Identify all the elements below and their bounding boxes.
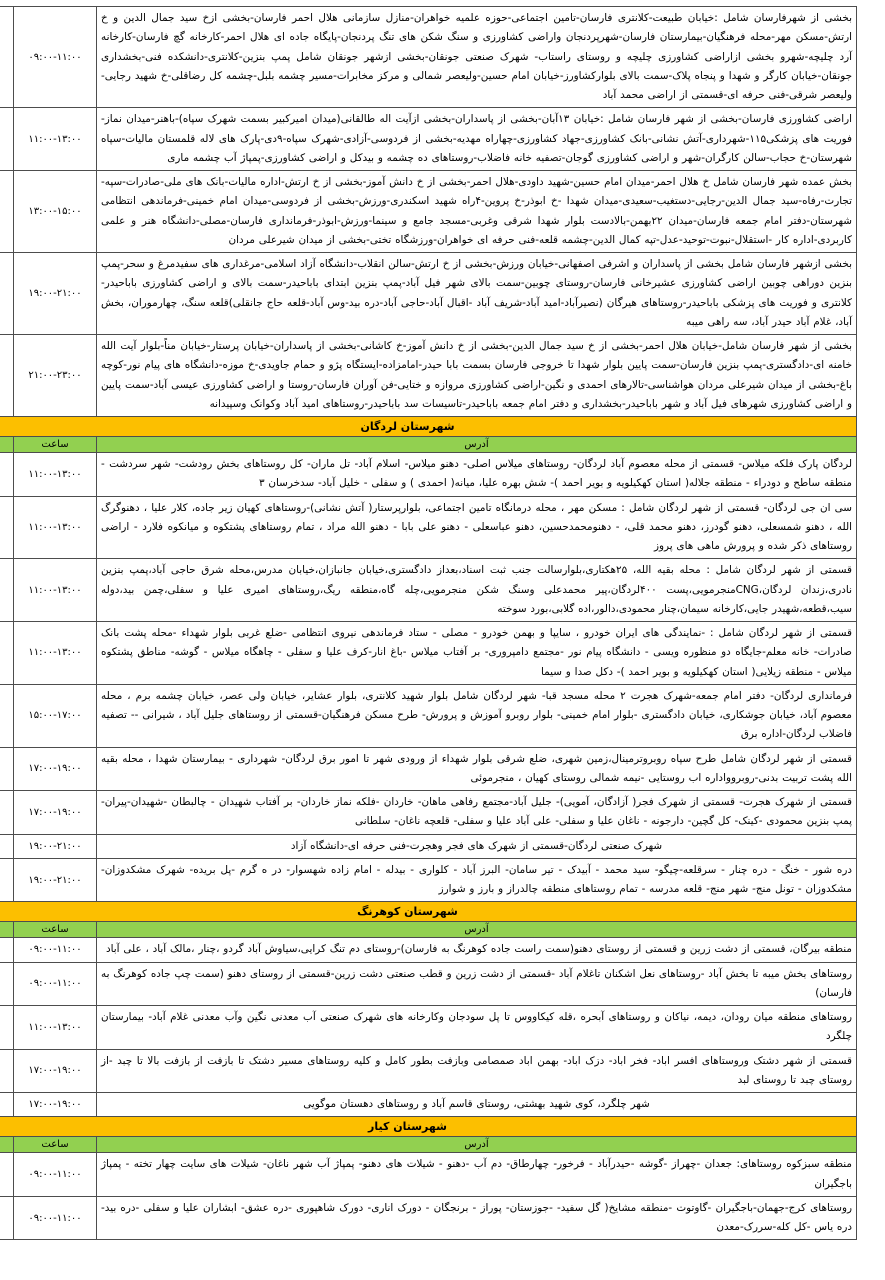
cell-address: منطقه سبزکوه روستاهای: جعدان -چهراز -گوشه -حیدرآباد - فرخور- چهارطاق- دم آب -دهنو - شیلات های دهنو- پمپاژ آب شهر ناغان- شیلات های سایت چهار تخته - پمپاژ باجگیران [97, 1153, 857, 1197]
city-band-koohrang [0, 902, 857, 922]
cell-row-number [0, 622, 14, 685]
column-header-address: آدرس [97, 922, 857, 938]
cell-row-number [0, 1006, 14, 1050]
cell-time: ۰۹:۰۰-۱۱:۰۰ [14, 938, 97, 962]
column-header-time: ساعت [14, 1137, 97, 1153]
column-header-address: آدرس [97, 1137, 857, 1153]
cell-time: ۱۷:۰۰-۱۹:۰۰ [14, 747, 97, 791]
cell-row-number [0, 108, 14, 171]
table-row [0, 1049, 857, 1093]
cell-row-number [0, 684, 14, 747]
cell-row-number [0, 1049, 14, 1093]
table-row [0, 747, 857, 791]
cell-time: ۰۹:۰۰-۱۱:۰۰ [14, 962, 97, 1006]
cell-row-number [0, 453, 14, 497]
cell-time: ۰۹:۰۰-۱۱:۰۰ [14, 1196, 97, 1240]
table-row [0, 962, 857, 1006]
cell-address: قسمتی از شهر لردگان شامل : محله بقیه الله، ۲۵هکتاری،بلوارسالت جنب ثبت اسناد،بعداز دادگستری،خیابان جانبازان،خیابان مدرس،محله شرق حاجی آباد،پمپ بنزین نادری،زندان لردگان،CNGمنجرمویی،پست ۴۰۰لردگان،پیر محمدعلی وسنگ شکن منجرمویی،چله گاه،منطقه ریگ،روستاهای امیری علیا و سفلی،چمن بید،دوله سیب،قطعه،شهیدر جایی،کارخانه سیمان،چنار محمودی،دالور،اده گلابی،بورد سوخته [97, 559, 857, 622]
cell-time: ۱۹:۰۰-۲۱:۰۰ [14, 858, 97, 902]
cell-time: ۱۱:۰۰-۱۳:۰۰ [14, 108, 97, 171]
cell-address: شهرک صنعتی لردگان-قسمتی از شهرک های فجر وهجرت-فنی حرفه ای-دانشگاه آزاد [97, 834, 857, 858]
cell-row-number [0, 962, 14, 1006]
cell-row-number [0, 171, 14, 253]
table-row [0, 834, 857, 858]
cell-time: ۱۱:۰۰-۱۳:۰۰ [14, 559, 97, 622]
cell-time: ۰۹:۰۰-۱۱:۰۰ [14, 1153, 97, 1197]
cell-row-number [0, 7, 14, 108]
outage-schedule-table [0, 6, 857, 1240]
column-header-time: ساعت [14, 922, 97, 938]
cell-address: روستاهای بخش میبه تا بخش آباد -روستاهای نعل اشکنان تاغلام آباد -قسمتی از دشت زرین و قطب صنعتی دشت زرین-قسمتی از روستای دهنو (سمت چپ جاده کوهرنگ به فارسان) [97, 962, 857, 1006]
cell-row-number [0, 1093, 14, 1117]
table-row [0, 496, 857, 559]
cell-address: بخشی از شهر فارسان شامل-خیابان هلال احمر-بخشی از خ سید جمال الدین-بخشی از خ دانش آموز-خ کاشانی-بخشی از پاسداران-خیابان پرستار-خیابان مناً-بلوار آیت الله خامنه ای-دادگستری-پمپ بنزین فارسان-سمت پایین بلوار شهدا تا خروجی فارسان بسمت بابا حیدر-امامزاده-ایستگاه پژو و حمام جاویدی-خ موزه-دانشگاه های پیام نور-کوچه باغ-بخشی از میدان شیرعلی مردان هواشناسی-تالارهای احمدی و نگین-اراضی کشاورزی مروازه و ختایی-فن آوران فارسان-روستا و اراضی کشاورزی عیسی آباد-سمت پایین و اراضی کشاورزی شهرهای فیل آباد و شهر باباحیدر-بخشداری و دفتر امام جمعه باباحیدر-تاسیسات سد باباحیدر-روستاهای امید آباد وکوانک وسپیدانه [97, 335, 857, 417]
cell-row-number [0, 496, 14, 559]
table-row [0, 791, 857, 835]
column-header-row-lordegan [0, 437, 857, 453]
cell-row-number [0, 559, 14, 622]
cell-time: ۱۷:۰۰-۱۹:۰۰ [14, 1049, 97, 1093]
cell-row-number [0, 858, 14, 902]
table-row [0, 108, 857, 171]
table-row [0, 7, 857, 108]
cell-address: اراضی کشاورزی فارسان-بخشی از شهر فارسان شامل :خیابان ۱۳آبان-بخشی از پاسداران-بخشی ازآیت اله طالقانی(میدان امیرکبیر بسمت شهرک سپاه)-باهنر-میدان نماز-فوریت های پزشکی۱۱۵-شهرداری-آتش نشانی-بانک کشاورزی-جهاد کشاورزی-چهاراه مهدیه-بخشی از فردوسی-آزادی-شهرک سپاه-۹دی-پارک های لاله قلمستان مالیات-سپاه شهرستان-خ حجاب-سالن کارگران-شهر و اراضی کشاورزی گوجان-تصفیه خانه فاضلاب-روستاهای ده چشمه و بیدکل و اراضی کشاورزی-پمپاژ آب چشمه ماری [97, 108, 857, 171]
cell-time: ۱۱:۰۰-۱۳:۰۰ [14, 1006, 97, 1050]
cell-time: ۰۹:۰۰-۱۱:۰۰ [14, 7, 97, 108]
cell-address: بخشی ازشهر فارسان شامل بخشی از پاسداران و اشرفی اصفهانی-خیابان ورزش-بخشی از خ ارتش-سالن انقلاب-دانشگاه آزاد اسلامی-مرغداری های سفیدمرغ و سحر-پمپ بنزین دوراهی چوبین اراضی کشاورزی عشیرخانی فارسان-روستای چوبین-سمت بالای شهر فیل آباد-پمپ بنزین ابتدای باباحیدر-سمت بالای و اراضی کشاورزی باباحیدر-کلانتری و فوریت های پزشکی باباحیدر-روستاهای هیرگان (نصیرآباد-امید آباد-شریف آباد -اقبال آباد-حاجی آباد-دره بید-وس آباد-قلعه حاج جانقلی)قلعه سنگ، چهارموران، بخش آباد، غلام آباد حیدر آباد، سه راهی میبه [97, 253, 857, 335]
table-row [0, 559, 857, 622]
cell-address: فرمانداری لردگان- دفتر امام جمعه-شهرک هجرت ۲ محله مسجد قبا- شهر لردگان شامل بلوار شهید کلانتری، بلوار عشایر، خیابان ولی عصر، خیابان چشمه برم ، محله معصوم آباد، خیابان جوشکاری، خیابان دادگستری -بلوار امام خمینی- بلوار روبرو آموزش و پرورش- طرح مسکن فرهنگیان-قسمتی از روستاهای جلیل آباد ، شیرانی -- تصفیه فاضلاب لردگان-اداره برق [97, 684, 857, 747]
cell-address: قسمتی از شهر لردگان شامل : -نمایندگی های ایران خودرو ، سایپا و بهمن خودرو - مصلی - ستاد فرماندهی نیروی انتظامی -ضلع غربی بلوار شهداء -محله پشت بانک صادرات- خانه معلم-جایگاه دو منظوره ویسی - دانشگاه پیام نور -مجتمع دامپروری- بر آفتاب میلاس -باغ انار-کرف علیا و سفلی - چاهگاه میلاس - گوشه- مناطق پشتکوه میلاس - منطقه زیلایی( استان کهکیلویه و بویر احمد )- دکل صدا و سیما [97, 622, 857, 685]
cell-address: منطقه بیرگان، قسمتی از دشت زرین و قسمتی از روستای دهنو(سمت راست جاده کوهرنگ به فارسان)-روستای دم تنگ کرایی،سیاوش آباد گردو ،چنار ،مالک آباد ، علی آباد [97, 938, 857, 962]
cell-row-number [0, 335, 14, 417]
table-row [0, 1006, 857, 1050]
cell-address: بخشی از شهرفارسان شامل :خیابان طبیعت-کلانتری فارسان-تامین اجتماعی-حوزه علمیه خواهران-منازل سازمانی هلال احمر فارسان-بخشی ازخ سید جمال الدین و خ ارتش-مسکن مهر-محله فرهنگیان-بیمارستان فارسان-شهرپردنجان واراضی کشاورزی و سنگ شکن های تنگ پردنجان-پایگاه جاده ای هلال احمر-کارخانه گچ فارسان-کارخانه آرد چلیچه-شهرو بخشی ازاراضی کشاورزی چلیچه و روستای راستاب- شهرک صنعتی جونقان-بخشی ازشهر جونقان شامل پمپ بنزین-کلانتری-دانشکده فنی-بخشداری جونقان-خیابان کارگر و شهدا و پنجاه پلاک-سمت بالای بلوارکشاورز-خیابان امام حسین-ولیعصر شمالی و مرکز مخابرات-مسیر چشمه بلبل-چشمه کل رضاقلی-خ شهید رجایی-ولیعصر شرقی-فنی حرفه ای-قسمتی از اراضی محمد آباد [97, 7, 857, 108]
cell-row-number [0, 791, 14, 835]
cell-row-number [0, 834, 14, 858]
city-band-lordegan [0, 417, 857, 437]
column-header-time: ساعت [14, 437, 97, 453]
table-row [0, 1093, 857, 1117]
column-header-row-number [0, 437, 14, 453]
cell-time: ۱۵:۰۰-۱۷:۰۰ [14, 684, 97, 747]
cell-row-number [0, 253, 14, 335]
column-header-row-number [0, 922, 14, 938]
cell-address: دره شور - خنگ - دره چنار - سرقلعه-چیگو- سید محمد - آبیدک - تیر سامان- البرز آباد - کلواری - بیدله - امام زاده شهسوار- در ه گرم -پل بریده- شهرک مشکدوزان- مشکدوزان - تونل منج- شهر منج- قلعه مدرسه - تمام روستاهای منطقه چالدراز و بارز و شوارز [97, 858, 857, 902]
table-row [0, 684, 857, 747]
column-header-row-number [0, 1137, 14, 1153]
table-row [0, 253, 857, 335]
cell-time: ۱۱:۰۰-۱۳:۰۰ [14, 496, 97, 559]
cell-time: ۱۳:۰۰-۱۵:۰۰ [14, 171, 97, 253]
city-name: شهرستان لردگان [0, 417, 857, 437]
cell-row-number [0, 747, 14, 791]
cell-address: قسمتی از شهرک هجرت- قسمتی از شهرک فجر( آزادگان، آمویی)- جلیل آباد-مجتمع رفاهی ماهان- خاردان -فلکه نماز خاردان- بر آفتاب شهیدان - چالبطان -شهیدان-پیران- پمپ بنزین محمودی -کینک- کل گچین- دارجونه - ناغان علیا و سفلی- علی آباد علیا و سفلی- قلعچه ناغان- سلطانی [97, 791, 857, 835]
column-header-address: آدرس [97, 437, 857, 453]
table-row [0, 938, 857, 962]
cell-address: روستاهای کرج-جهمان-باجگیران -گاوتوت -منطقه مشایخ( گل سفید- -جوزستان- پوراز - برنجگان - دورک اناری- دورک شاهپوری -دره عشق- ابشاران علیا و سفلی -دره بید-دره یاس -کل کله-سررک-معدن [97, 1196, 857, 1240]
table-row [0, 171, 857, 253]
cell-address: شهر چلگرد، کوی شهید بهشتی، روستای قاسم آباد و روستاهای دهستان موگویی [97, 1093, 857, 1117]
cell-row-number [0, 1196, 14, 1240]
table-row [0, 858, 857, 902]
cell-time: ۱۱:۰۰-۱۳:۰۰ [14, 622, 97, 685]
cell-time: ۱۷:۰۰-۱۹:۰۰ [14, 791, 97, 835]
cell-address: بخش عمده شهر فارسان شامل خ هلال احمر-میدان امام حسین-شهید داودی-هلال احمر-بخشی از خ دانش آموز-بخشی از خ ارتش-اداره مالیات-بانک های ملی-صادرات-سپه-تجارت-رفاه-سید جمال الدین-رجایی-دستغیب-سعیدی-میدان شهدا -خ ابوذر-خ پروین-۴راه شهید اسکندری-ورزش-بخشی از فردوسی-میدان امام خمینی-فرماندهی انتظامی شهرستان-دفتر امام جمعه فارسان-میدان ۲۲بهمن-بالادست بلوار شهدا شرقی وغربی-مسجد جامع و سینما-ورزش-ابوذر-فرمانداری فارسان-مصلی-دانشگاه هنر و علمی کاربردی-اداره کار -استقلال-نبوت-توحید-عدل-تپه کمال الدین-چشمه قلعه-فنی حرفه ای خواهران-ورزشگاه تختی-بخشی از میدان شیرعلی مردان [97, 171, 857, 253]
table-row [0, 453, 857, 497]
cell-address: سی ان جی لردگان- قسمتی از شهر لردگان شامل : مسکن مهر ، محله درمانگاه تامین اجتماعی، بلوارپرستار( آتش نشانی)-روستاهای کهیان زیر جاده، کلار علیا ، دهنوگرگ الله ، دهنو شمسعلی، دهنو گودرز، دهنو محمد قلی، - دهنومحمدحسین، دهنو عباسعلی - دهنو علی بابا - دهنو الله مراد ، تمام روستاهای پشتکوه و میانکوه فلارد - اراضی روستاهای ذکر شده و پرورش ماهی های پروز [97, 496, 857, 559]
cell-address: روستاهای منطقه میان رودان، دیمه، نیاکان و روستاهای آبحره ،قله کیکاووس تا پل سودجان وکارخانه های شهرک صنعتی آب معدنی نگین وآب معدنی غلام آباد- بیمارستان چلگرد [97, 1006, 857, 1050]
table-row [0, 1153, 857, 1197]
cell-address: لردگان پارک فلکه میلاس- قسمتی از محله معصوم آباد لردگان- روستاهای میلاس اصلی- دهنو میلاس- اسلام آباد- تل ماران- کل روستاهای بخش رودشت- شهر سردشت - منطقه ساطح و دودراء - منطقه جلاله( استان کهکیلویه و بویر احمد )- شش بهره علیا، میانه( احمدی ) و سفلی - خلیل آباد- سدخرسان ۳ [97, 453, 857, 497]
table-row [0, 335, 857, 417]
cell-address: قسمتی از شهر دشتک وروستاهای افسر اباد- فخر اباد- دزک اباد- بهمن اباد صمصامی وبازفت بطور کامل و کلیه روستاهای مسیر دشتک تا بازفت از بازفت بالا تا چبد -از روستای چبد تا روستای لبد [97, 1049, 857, 1093]
city-name: شهرستان کوهرنگ [0, 902, 857, 922]
column-header-row-kiar [0, 1137, 857, 1153]
cell-time: ۱۷:۰۰-۱۹:۰۰ [14, 1093, 97, 1117]
cell-time: ۲۱:۰۰-۲۳:۰۰ [14, 335, 97, 417]
cell-address: قسمتی از شهر لردگان شامل طرح سپاه روبروترمینال،زمین شهری، ضلع شرقی بلوار شهداء از ورودی شهر تا امور برق لردگان- شهرداری - بیمارستان شهدا ، محله بقیه الله پشت تربیت بدنی-روبروواداره اب روستایی -نیمه شمالی روستای کهیان ، منجرموئی [97, 747, 857, 791]
table-row [0, 1196, 857, 1240]
cell-time: ۱۹:۰۰-۲۱:۰۰ [14, 834, 97, 858]
cell-time: ۱۱:۰۰-۱۳:۰۰ [14, 453, 97, 497]
cell-time: ۱۹:۰۰-۲۱:۰۰ [14, 253, 97, 335]
table-row [0, 622, 857, 685]
cell-row-number [0, 938, 14, 962]
city-band-kiar [0, 1117, 857, 1137]
city-name: شهرستان کیار [0, 1117, 857, 1137]
cell-row-number [0, 1153, 14, 1197]
column-header-row-koohrang [0, 922, 857, 938]
